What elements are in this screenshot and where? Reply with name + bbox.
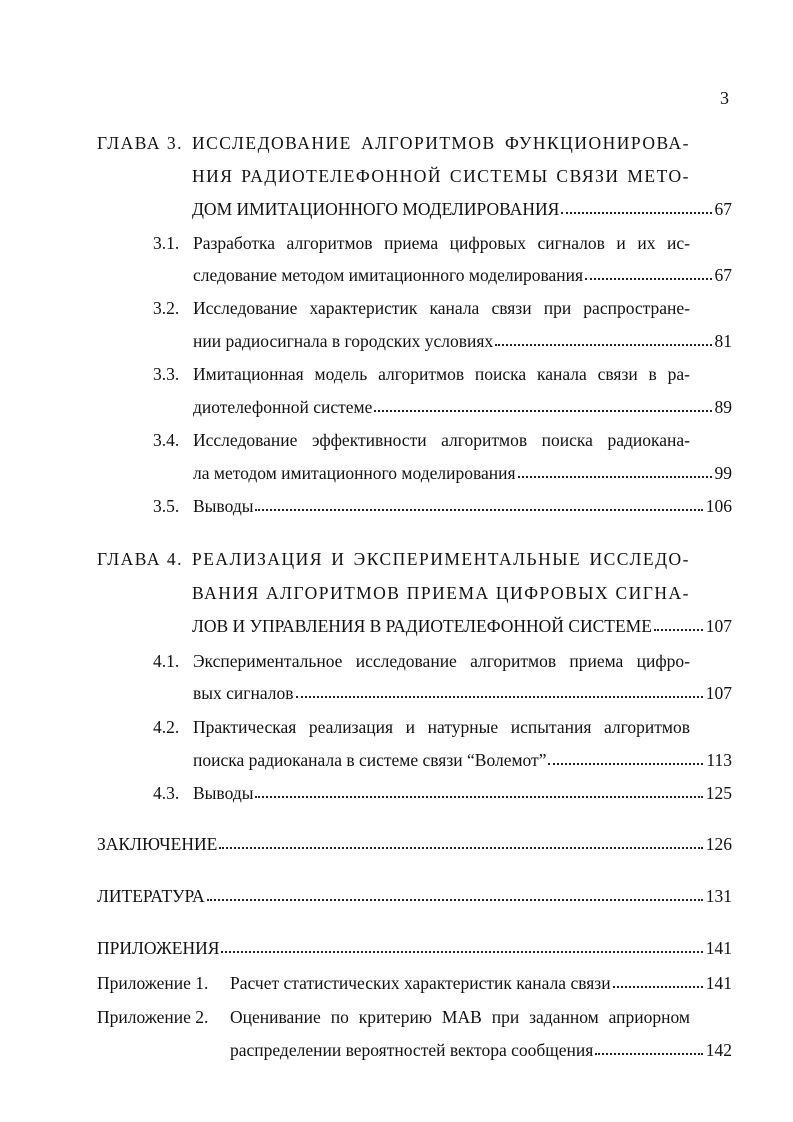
page-ref: 106 <box>705 496 732 516</box>
section-title-line1: Экспериментальное исследование алгоритмов приема цифро- <box>193 651 690 671</box>
section-title-line2: ла методом имитационного моделирования <box>193 463 516 483</box>
chapter3-title-text: ДОМ ИМИТАЦИОННОГО МОДЕЛИРОВАНИЯ <box>192 199 560 219</box>
chapter4-label: ГЛАВА 4. <box>97 549 184 569</box>
chapter4-title-text: ЛОВ И УПРАВЛЕНИЯ В РАДИОТЕЛЕФОННОЙ СИСТЕМЕ <box>192 616 652 636</box>
appendix-title-line1: Оценивание по критерию МАВ при заданном априорном <box>230 1007 690 1027</box>
dot-leader <box>654 629 703 631</box>
section-4-2-entry[interactable] <box>193 750 732 770</box>
section-4-1-entry[interactable] <box>193 683 732 703</box>
dot-leader <box>221 951 702 953</box>
dot-leader <box>518 476 712 478</box>
chapter3-label: ГЛАВА 3. <box>97 133 184 153</box>
page-ref: 89 <box>714 397 732 417</box>
appendix-title-line2: распределении вероятностей вектора сообщения <box>230 1040 594 1060</box>
literature-title: ЛИТЕРАТУРА <box>97 886 205 906</box>
dot-leader <box>613 986 703 988</box>
chapter4-title-line3[interactable] <box>192 616 732 636</box>
section-number: 3.3. <box>153 364 180 384</box>
page-ref: 141 <box>705 973 732 993</box>
section-number: 3.4. <box>153 430 180 450</box>
section-title: Выводы <box>193 496 254 516</box>
page-ref: 67 <box>714 199 732 219</box>
page-ref: 142 <box>705 1040 732 1060</box>
page-ref: 107 <box>705 683 732 703</box>
section-title: Выводы <box>193 783 254 803</box>
dot-leader <box>255 509 702 511</box>
dot-leader <box>255 796 702 798</box>
section-number: 4.2. <box>153 717 180 737</box>
dot-leader <box>374 410 711 412</box>
section-title-line2: поиска радиоканала в системе связи “Волемот” <box>193 750 547 770</box>
section-title-line1: Исследование характеристик канала связи при распростране- <box>193 298 690 318</box>
section-number: 4.3. <box>153 783 180 803</box>
section-title-line2: следование методом имитационного моделирования <box>193 265 584 285</box>
dot-leader <box>585 278 711 280</box>
page-ref: 141 <box>705 938 732 958</box>
section-number: 3.5. <box>153 496 180 516</box>
dot-leader <box>219 847 702 849</box>
chapter3-title-line3[interactable] <box>192 199 732 219</box>
section-title-line2: вых сигналов <box>193 683 294 703</box>
page-number: 3 <box>720 88 729 108</box>
page-ref: 131 <box>705 886 732 906</box>
section-title-line1: Исследование эффективности алгоритмов поиска радиокана- <box>193 430 690 450</box>
appendices-title: ПРИЛОЖЕНИЯ <box>97 938 220 958</box>
chapter4-title-line2: ВАНИЯ АЛГОРИТМОВ ПРИЕМА ЦИФРОВЫХ СИГНА- <box>192 583 690 603</box>
dot-leader <box>207 899 703 901</box>
section-title-line1: Разработка алгоритмов приема цифровых сигналов и их ис- <box>193 233 690 253</box>
appendix-2-entry[interactable] <box>230 1040 732 1060</box>
appendix-title: Расчет статистических характеристик канала связи <box>230 973 611 993</box>
section-3-2-entry[interactable] <box>193 331 732 351</box>
appendix-label: Приложение 2. <box>97 1007 209 1027</box>
section-title-line1: Практическая реализация и натурные испытания алгоритмов <box>193 717 690 737</box>
dot-leader <box>495 344 711 346</box>
conclusion-entry[interactable] <box>97 834 732 854</box>
page-ref: 113 <box>706 750 732 770</box>
page-ref: 81 <box>714 331 732 351</box>
appendix-1-entry[interactable] <box>230 973 732 993</box>
page-ref: 67 <box>714 265 732 285</box>
section-number: 3.2. <box>153 298 180 318</box>
section-3-5-entry[interactable] <box>193 496 732 516</box>
section-3-1-entry[interactable] <box>193 265 732 285</box>
section-3-4-entry[interactable] <box>193 463 732 483</box>
conclusion-title: ЗАКЛЮЧЕНИЕ <box>97 834 218 854</box>
dot-leader <box>548 763 703 765</box>
appendix-label: Приложение 1. <box>97 973 209 993</box>
literature-entry[interactable] <box>97 886 732 906</box>
page-ref: 126 <box>705 834 732 854</box>
page-ref: 99 <box>714 463 732 483</box>
section-title-line2: диотелефонной системе <box>193 397 373 417</box>
dot-leader <box>296 696 703 698</box>
chapter4-title-line1: РЕАЛИЗАЦИЯ И ЭКСПЕРИМЕНТАЛЬНЫЕ ИССЛЕДО- <box>192 549 690 569</box>
dot-leader <box>561 212 711 214</box>
section-number: 3.1. <box>153 233 180 253</box>
chapter3-title-line1: ИССЛЕДОВАНИЕ АЛГОРИТМОВ ФУНКЦИОНИРОВА- <box>192 133 690 153</box>
section-4-3-entry[interactable] <box>193 783 732 803</box>
appendices-entry[interactable] <box>97 938 732 958</box>
dot-leader <box>595 1053 702 1055</box>
page-ref: 107 <box>705 616 732 636</box>
page-ref: 125 <box>705 783 732 803</box>
section-title-line1: Имитационная модель алгоритмов поиска канала связи в ра- <box>193 364 690 384</box>
chapter3-title-line2: НИЯ РАДИОТЕЛЕФОННОЙ СИСТЕМЫ СВЯЗИ МЕТО- <box>192 166 690 186</box>
section-title-line2: нии радиосигнала в городских условиях <box>193 331 494 351</box>
section-3-3-entry[interactable] <box>193 397 732 417</box>
section-number: 4.1. <box>153 651 180 671</box>
